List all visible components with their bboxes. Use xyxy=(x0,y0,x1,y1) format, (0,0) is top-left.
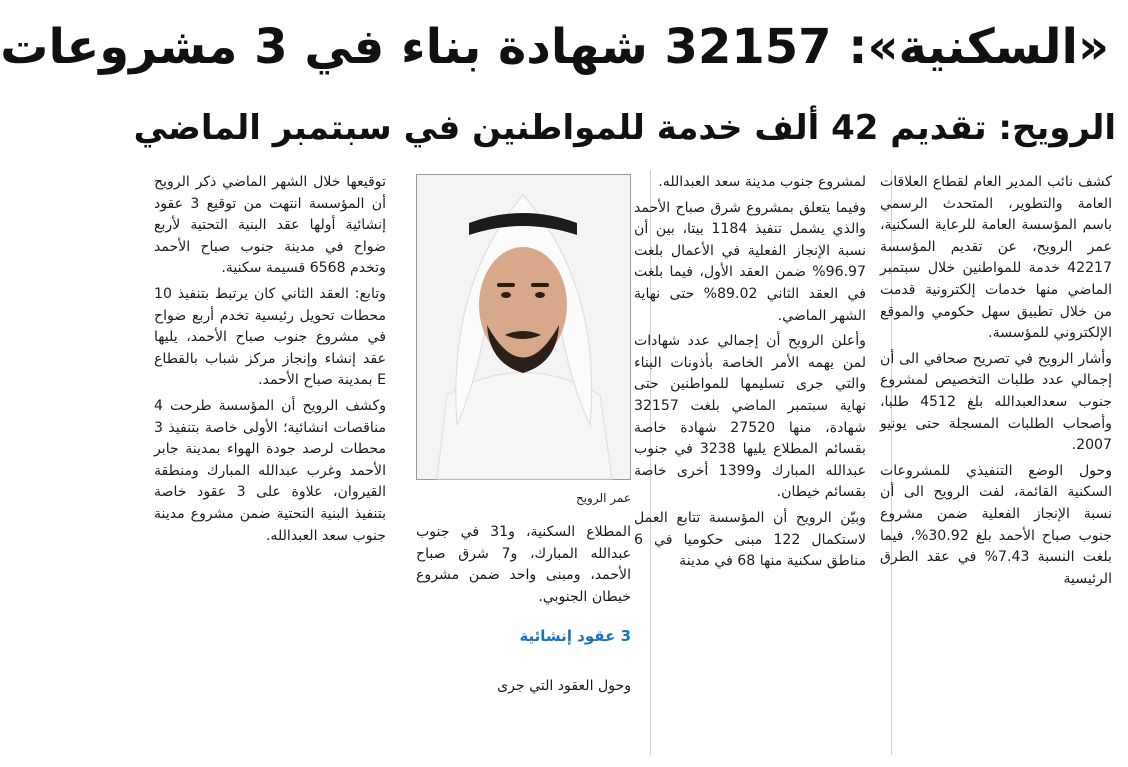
paragraph: وأعلن الرويح أن إجمالي عدد شهادات لمن يهمه الأمر الخاصة بأذونات البناء والتي جرى تسليمها للمواطنين حتى نهاية سبتمبر الماضي بلغت 32157 شهادة، منها 27520 شهادة خاصة بقسائم المطلاع يليها 3238 في جنوب عبدالله المبارك و1399 أخرى خاصة بقسائم خيطان. xyxy=(634,333,866,501)
article-column-1 xyxy=(880,172,1112,752)
article-column-4 xyxy=(154,172,386,752)
subheadline: الرويح: تقديم 42 ألف خدمة للمواطنين في سبتمبر الماضي xyxy=(133,108,1116,148)
paragraph: وحول الوضع التنفيذي للمشروعات السكنية القائمة، لفت الرويح الى أن نسبة الإنجاز الفعلية ضمن مشروع جنوب صباح الأحمد بلغ 30.92%، فيما بلغت النسبة 7.43% في عقد الطرق الرئيسية xyxy=(880,462,1112,587)
paragraph: وفيما يتعلق بمشروع شرق صباح الأحمد والذي يشمل تنفيذ 1184 بيتا، بين أن نسبة الإنجاز الفعلية في الأعمال بلغت 96.97% ضمن العقد الأول، فيما بلغت في العقد الثاني 89.02% حتى نهاية الشهر الماضي. xyxy=(634,199,866,324)
paragraph: لمشروع جنوب مدينة سعد العبدالله. xyxy=(658,174,866,190)
paragraph: وأشار الرويح في تصريح صحافي الى أن إجمالي عدد طلبات التخصيص لمشروع جنوب سعدالعبدالله بلغ 4512 طلبا، وأصحاب الطلبات المسجلة حتى يونيو 2007. xyxy=(880,350,1112,454)
portrait-photo xyxy=(416,174,631,480)
paragraph: كشف نائب المدير العام لقطاع العلاقات العامة والتطوير، المتحدث الرسمي باسم المؤسسة العامة للرعاية السكنية، عمر الرويح، عن تقديم المؤسسة 42217 خدمة للمواطنين خلال سبتمبر الماضي منها خدمات إلكترونية قدمت من خلال تطبيق سهل حكومي والموقع الإلكتروني للمؤسسة. xyxy=(880,174,1112,342)
paragraph: توقيعها خلال الشهر الماضي ذكر الرويح أن المؤسسة انتهت من توقيع 3 عقود إنشائية أولها عقد البنية التحتية لأربع ضواح في مدينة جنوب صباح الأحمد وتخدم 6568 قسيمة سكنية. xyxy=(154,174,386,277)
paragraph: وبيّن الرويح أن المؤسسة تتابع العمل لاستكمال 122 مبنى حكوميا في 6 مناطق سكنية منها 68 في مدينة xyxy=(634,509,866,570)
paragraph: وكشف الرويح أن المؤسسة طرحت 4 مناقصات انشائية؛ الأولى خاصة بتنفيذ 3 محطات لرصد جودة الهواء بمدينة جابر الأحمد وغرب عبدالله المبارك ومنطقة القيروان، علاوة على 3 عقود خاصة بتنفيذ البنية التحتية ضمن مشروع مدينة جنوب سعد العبدالله. xyxy=(154,397,386,544)
paragraph: وتابع: العقد الثاني كان يرتبط بتنفيذ 10 محطات تحويل رئيسية تخدم أربع ضواح في مشروع جنوب صباح الأحمد، يليها عقد إنشاء وإنجاز مركز شباب بالقطاع E بمدينة صباح الأحمد. xyxy=(154,285,386,389)
portrait-illustration xyxy=(417,175,630,479)
paragraph: وحول العقود التي جرى xyxy=(497,677,631,694)
article-column-2 xyxy=(634,172,866,752)
photo-caption: عمر الرويح xyxy=(575,491,631,505)
section-subtitle: 3 عقود إنشائية xyxy=(519,627,631,646)
headline: «السكنية»: 32157 شهادة بناء في 3 مشروعات xyxy=(0,19,1109,75)
paragraph: المطلاع السكنية، و31 في جنوب عبدالله المبارك، و7 شرق صباح الأحمد، ومبنى واحد ضمن مشروع خيطان الجنوبي. xyxy=(416,524,632,605)
article-column-3 xyxy=(416,522,631,752)
